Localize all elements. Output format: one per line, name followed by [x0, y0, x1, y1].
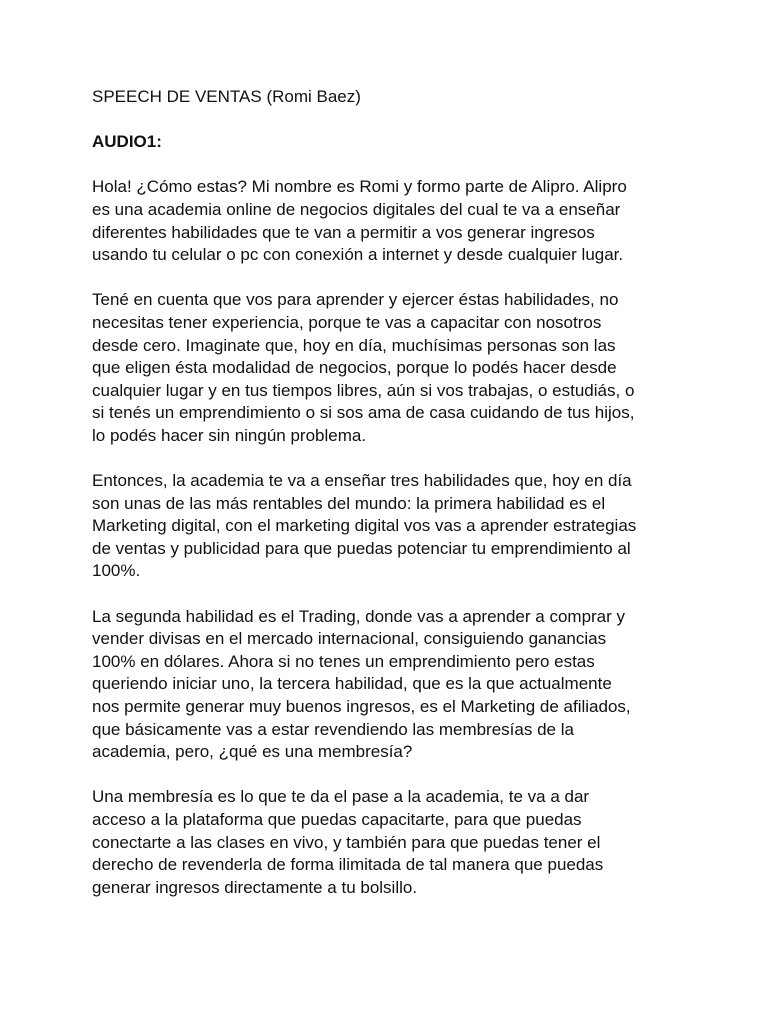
paragraph-3: Entonces, la academia te va a enseñar tres habilidades que, hoy en día son unas de las más rentables del mundo: la primera habilidad es el Marketing digital, con el marketing digital vos vas a aprender estrategias de ventas y publicidad para que puedas potenciar tu emprendimiento al 100%. [92, 471, 637, 581]
document-title: SPEECH DE VENTAS (Romi Baez) [92, 87, 361, 106]
paragraph-2: Tené en cuenta que vos para aprender y ejercer éstas habilidades, no necesitas tener experiencia, porque te vas a capacitar con nosotros desde cero. Imaginate que, hoy en día, muchísimas personas son las que eligen ésta modalidad de negocios, porque lo podés hacer desde cualquier lugar y en tus tiempos libres, aún si vos trabajas, o estudiás, o si tenés un emprendimiento o si sos ama de casa cuidando de tus hijos, lo podés hacer sin ningún problema. [92, 290, 635, 445]
paragraph-4: La segunda habilidad es el Trading, donde vas a aprender a comprar y vender divisas en el mercado internacional, consiguiendo ganancias 100% en dólares. Ahora si no tenes un emprendimiento pero estas queriendo iniciar uno, la tercera habilidad, que es la que actualmente nos permite generar muy buenos ingresos, es el Marketing de afiliados, que básicamente vas a estar revendiendo las membresías de la academia, pero, ¿qué es una membresía? [92, 606, 631, 762]
paragraph-1: Hola! ¿Cómo estas? Mi nombre es Romi y formo parte de Alipro. Alipro es una academia online de negocios digitales del cual te va a enseñar diferentes habilidades que te van a permitir a vos generar ingresos usando tu celular o pc con conexión a internet y desde cualquier lugar. [92, 177, 627, 265]
document-page [92, 86, 682, 922]
section-heading: AUDIO1: [92, 132, 162, 152]
paragraph-5: Una membresía es lo que te da el pase a la academia, te va a dar acceso a la plataforma que puedas capacitarte, para que puedas conectarte a las clases en vivo, y también para que puedas tener el derecho de revenderla de forma ilimitada de tal manera que puedas generar ingresos directamente a tu bolsillo. [92, 787, 604, 897]
